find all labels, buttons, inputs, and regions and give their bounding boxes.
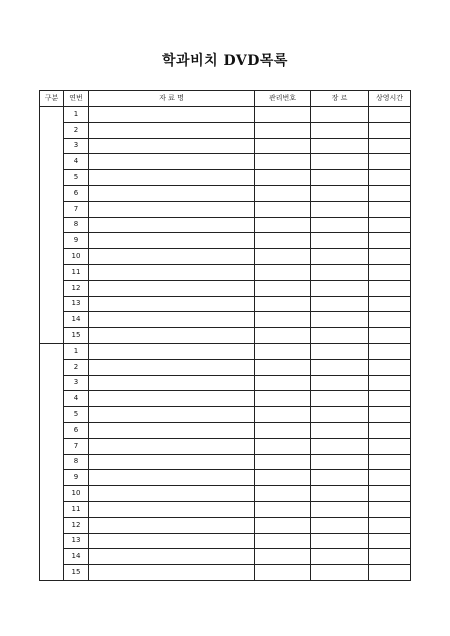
- runtime-cell[interactable]: [369, 407, 411, 423]
- table-row: [40, 280, 411, 296]
- header-index: 연번: [64, 91, 89, 107]
- material-name-cell[interactable]: [89, 454, 255, 470]
- management-number-cell[interactable]: [255, 375, 311, 391]
- table-row: [40, 201, 411, 217]
- table-row: [40, 138, 411, 154]
- index-cell: 7: [64, 201, 89, 217]
- header-management-number: 관리번호: [255, 91, 311, 107]
- header-genre: 장 르: [311, 91, 369, 107]
- genre-cell[interactable]: [311, 359, 369, 375]
- category-cell[interactable]: [40, 343, 64, 580]
- table-row: [40, 217, 411, 233]
- genre-cell[interactable]: [311, 470, 369, 486]
- index-cell: 15: [64, 565, 89, 581]
- material-name-cell[interactable]: [89, 549, 255, 565]
- management-number-cell[interactable]: [255, 264, 311, 280]
- index-cell: 3: [64, 375, 89, 391]
- genre-cell[interactable]: [311, 533, 369, 549]
- table-row: [40, 328, 411, 344]
- index-cell: 4: [64, 154, 89, 170]
- material-name-cell[interactable]: [89, 185, 255, 201]
- management-number-cell[interactable]: [255, 501, 311, 517]
- header-category: 구분: [40, 91, 64, 107]
- material-name-cell[interactable]: [89, 517, 255, 533]
- index-cell: 10: [64, 486, 89, 502]
- material-name-cell[interactable]: [89, 201, 255, 217]
- table-row: [40, 438, 411, 454]
- genre-cell[interactable]: [311, 154, 369, 170]
- runtime-cell[interactable]: [369, 517, 411, 533]
- material-name-cell[interactable]: [89, 280, 255, 296]
- material-name-cell[interactable]: [89, 296, 255, 312]
- genre-cell[interactable]: [311, 122, 369, 138]
- index-cell: 13: [64, 533, 89, 549]
- management-number-cell[interactable]: [255, 407, 311, 423]
- genre-cell[interactable]: [311, 201, 369, 217]
- material-name-cell[interactable]: [89, 422, 255, 438]
- genre-cell[interactable]: [311, 486, 369, 502]
- genre-cell[interactable]: [311, 375, 369, 391]
- index-cell: 2: [64, 122, 89, 138]
- index-cell: 11: [64, 501, 89, 517]
- genre-cell[interactable]: [311, 517, 369, 533]
- runtime-cell[interactable]: [369, 233, 411, 249]
- table-row: [40, 517, 411, 533]
- material-name-cell[interactable]: [89, 138, 255, 154]
- genre-cell[interactable]: [311, 312, 369, 328]
- material-name-cell[interactable]: [89, 565, 255, 581]
- material-name-cell[interactable]: [89, 264, 255, 280]
- runtime-cell[interactable]: [369, 549, 411, 565]
- header-material-name: 자 료 명: [89, 91, 255, 107]
- management-number-cell[interactable]: [255, 249, 311, 265]
- table-row: [40, 454, 411, 470]
- genre-cell[interactable]: [311, 249, 369, 265]
- runtime-cell[interactable]: [369, 359, 411, 375]
- index-cell: 1: [64, 343, 89, 359]
- table-row: [40, 549, 411, 565]
- index-cell: 3: [64, 138, 89, 154]
- management-number-cell[interactable]: [255, 233, 311, 249]
- genre-cell[interactable]: [311, 454, 369, 470]
- index-cell: 11: [64, 264, 89, 280]
- table-row: [40, 122, 411, 138]
- management-number-cell[interactable]: [255, 391, 311, 407]
- management-number-cell[interactable]: [255, 549, 311, 565]
- table-row: [40, 296, 411, 312]
- management-number-cell[interactable]: [255, 312, 311, 328]
- runtime-cell[interactable]: [369, 533, 411, 549]
- runtime-cell[interactable]: [369, 501, 411, 517]
- material-name-cell[interactable]: [89, 107, 255, 123]
- category-cell[interactable]: [40, 107, 64, 344]
- runtime-cell[interactable]: [369, 422, 411, 438]
- runtime-cell[interactable]: [369, 280, 411, 296]
- table-row: [40, 312, 411, 328]
- material-name-cell[interactable]: [89, 233, 255, 249]
- management-number-cell[interactable]: [255, 438, 311, 454]
- index-cell: 7: [64, 438, 89, 454]
- runtime-cell[interactable]: [369, 249, 411, 265]
- genre-cell[interactable]: [311, 107, 369, 123]
- table-row: [40, 407, 411, 423]
- table-row: [40, 565, 411, 581]
- genre-cell[interactable]: [311, 343, 369, 359]
- table-row: [40, 343, 411, 359]
- management-number-cell[interactable]: [255, 138, 311, 154]
- management-number-cell[interactable]: [255, 328, 311, 344]
- runtime-cell[interactable]: [369, 201, 411, 217]
- index-cell: 13: [64, 296, 89, 312]
- table-row: [40, 501, 411, 517]
- material-name-cell[interactable]: [89, 154, 255, 170]
- page-title: 학과비치 DVD목록: [162, 53, 288, 69]
- genre-cell[interactable]: [311, 549, 369, 565]
- management-number-cell[interactable]: [255, 201, 311, 217]
- management-number-cell[interactable]: [255, 486, 311, 502]
- material-name-cell[interactable]: [89, 470, 255, 486]
- table-row: [40, 170, 411, 186]
- table-row: [40, 154, 411, 170]
- genre-cell[interactable]: [311, 264, 369, 280]
- table-row: [40, 422, 411, 438]
- index-cell: 6: [64, 422, 89, 438]
- dvd-list-table: [39, 90, 411, 581]
- genre-cell[interactable]: [311, 565, 369, 581]
- runtime-cell[interactable]: [369, 565, 411, 581]
- management-number-cell[interactable]: [255, 170, 311, 186]
- runtime-cell[interactable]: [369, 343, 411, 359]
- runtime-cell[interactable]: [369, 438, 411, 454]
- management-number-cell[interactable]: [255, 122, 311, 138]
- material-name-cell[interactable]: [89, 391, 255, 407]
- runtime-cell[interactable]: [369, 170, 411, 186]
- header-runtime: 상영시간: [369, 91, 411, 107]
- table-row: [40, 249, 411, 265]
- material-name-cell[interactable]: [89, 217, 255, 233]
- table-row: [40, 470, 411, 486]
- genre-cell[interactable]: [311, 280, 369, 296]
- genre-cell[interactable]: [311, 438, 369, 454]
- index-cell: 14: [64, 312, 89, 328]
- index-cell: 9: [64, 233, 89, 249]
- material-name-cell[interactable]: [89, 312, 255, 328]
- runtime-cell[interactable]: [369, 486, 411, 502]
- index-cell: 5: [64, 170, 89, 186]
- material-name-cell[interactable]: [89, 359, 255, 375]
- table-row: [40, 391, 411, 407]
- index-cell: 1: [64, 107, 89, 123]
- material-name-cell[interactable]: [89, 249, 255, 265]
- management-number-cell[interactable]: [255, 517, 311, 533]
- material-name-cell[interactable]: [89, 170, 255, 186]
- material-name-cell[interactable]: [89, 486, 255, 502]
- index-cell: 9: [64, 470, 89, 486]
- table-row: [40, 375, 411, 391]
- table-row: [40, 486, 411, 502]
- genre-cell[interactable]: [311, 391, 369, 407]
- index-cell: 2: [64, 359, 89, 375]
- index-cell: 8: [64, 217, 89, 233]
- index-cell: 10: [64, 249, 89, 265]
- management-number-cell[interactable]: [255, 533, 311, 549]
- index-cell: 4: [64, 391, 89, 407]
- table-row: [40, 264, 411, 280]
- material-name-cell[interactable]: [89, 438, 255, 454]
- runtime-cell[interactable]: [369, 470, 411, 486]
- index-cell: 8: [64, 454, 89, 470]
- genre-cell[interactable]: [311, 217, 369, 233]
- genre-cell[interactable]: [311, 170, 369, 186]
- runtime-cell[interactable]: [369, 154, 411, 170]
- runtime-cell[interactable]: [369, 122, 411, 138]
- management-number-cell[interactable]: [255, 422, 311, 438]
- index-cell: 14: [64, 549, 89, 565]
- management-number-cell[interactable]: [255, 154, 311, 170]
- runtime-cell[interactable]: [369, 264, 411, 280]
- material-name-cell[interactable]: [89, 343, 255, 359]
- runtime-cell[interactable]: [369, 217, 411, 233]
- genre-cell[interactable]: [311, 138, 369, 154]
- table-row: [40, 233, 411, 249]
- runtime-cell[interactable]: [369, 312, 411, 328]
- index-cell: 5: [64, 407, 89, 423]
- runtime-cell[interactable]: [369, 328, 411, 344]
- table-row: [40, 359, 411, 375]
- runtime-cell[interactable]: [369, 296, 411, 312]
- management-number-cell[interactable]: [255, 343, 311, 359]
- material-name-cell[interactable]: [89, 407, 255, 423]
- material-name-cell[interactable]: [89, 533, 255, 549]
- management-number-cell[interactable]: [255, 565, 311, 581]
- management-number-cell[interactable]: [255, 185, 311, 201]
- management-number-cell[interactable]: [255, 470, 311, 486]
- index-cell: 12: [64, 517, 89, 533]
- management-number-cell[interactable]: [255, 454, 311, 470]
- management-number-cell[interactable]: [255, 296, 311, 312]
- management-number-cell[interactable]: [255, 217, 311, 233]
- runtime-cell[interactable]: [369, 107, 411, 123]
- management-number-cell[interactable]: [255, 280, 311, 296]
- genre-cell[interactable]: [311, 296, 369, 312]
- runtime-cell[interactable]: [369, 185, 411, 201]
- material-name-cell[interactable]: [89, 122, 255, 138]
- index-cell: 15: [64, 328, 89, 344]
- genre-cell[interactable]: [311, 233, 369, 249]
- runtime-cell[interactable]: [369, 454, 411, 470]
- runtime-cell[interactable]: [369, 375, 411, 391]
- table-row: [40, 533, 411, 549]
- genre-cell[interactable]: [311, 407, 369, 423]
- genre-cell[interactable]: [311, 501, 369, 517]
- management-number-cell[interactable]: [255, 107, 311, 123]
- table-body: [40, 107, 411, 581]
- table-row: [40, 107, 411, 123]
- material-name-cell[interactable]: [89, 375, 255, 391]
- index-cell: 12: [64, 280, 89, 296]
- genre-cell[interactable]: [311, 328, 369, 344]
- management-number-cell[interactable]: [255, 359, 311, 375]
- header-row: [40, 91, 411, 107]
- runtime-cell[interactable]: [369, 391, 411, 407]
- material-name-cell[interactable]: [89, 501, 255, 517]
- genre-cell[interactable]: [311, 185, 369, 201]
- genre-cell[interactable]: [311, 422, 369, 438]
- index-cell: 6: [64, 185, 89, 201]
- table-row: [40, 185, 411, 201]
- material-name-cell[interactable]: [89, 328, 255, 344]
- runtime-cell[interactable]: [369, 138, 411, 154]
